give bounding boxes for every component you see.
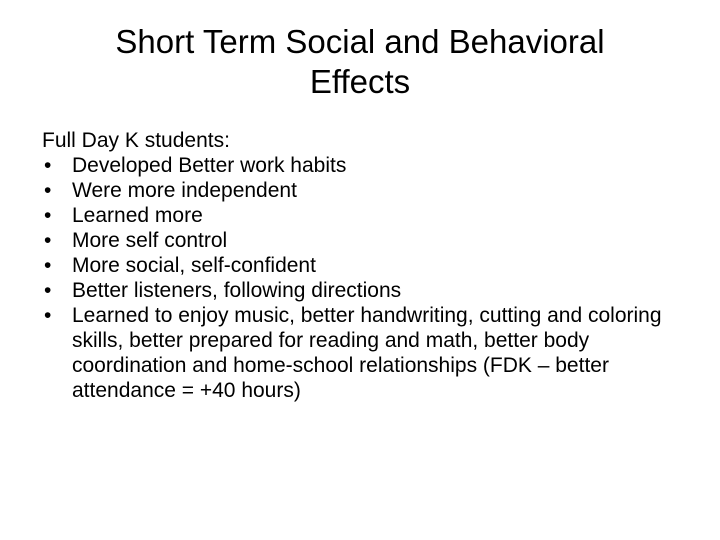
bullet-icon: • [44,304,52,327]
slide-title [60,22,660,102]
slide-title-line-2: Effects [309,63,411,100]
slide-body [42,128,682,403]
bullet-text: More social, self-confident [72,254,316,277]
bullet-icon: • [44,254,52,277]
bullet-item [42,228,682,253]
slide-title-line-1: Short Term Social and Behavioral [115,23,605,60]
bullet-icon: • [44,279,52,302]
intro-text: Full Day K students: [42,129,230,152]
bullet-item [42,203,682,228]
bullet-icon: • [44,154,52,177]
bullet-icon: • [44,204,52,227]
bullet-text: Learned more [72,204,203,227]
bullet-text: Developed Better work habits [72,154,347,177]
bullet-icon: • [44,179,52,202]
bullet-item [42,303,682,403]
bullet-list [42,153,682,403]
bullet-text: More self control [72,229,228,252]
bullet-icon: • [44,229,52,252]
bullet-item [42,153,682,178]
bullet-text: Learned to enjoy music, better handwriting, cutting and coloring skills, better prepared for reading and math, better body coordination and home-school relationships (FDK – better attendance = +40 hours) [72,304,662,402]
bullet-item [42,253,682,278]
bullet-text: Better listeners, following directions [72,279,402,302]
bullet-text: Were more independent [72,179,297,202]
bullet-item [42,278,682,303]
bullet-item [42,178,682,203]
